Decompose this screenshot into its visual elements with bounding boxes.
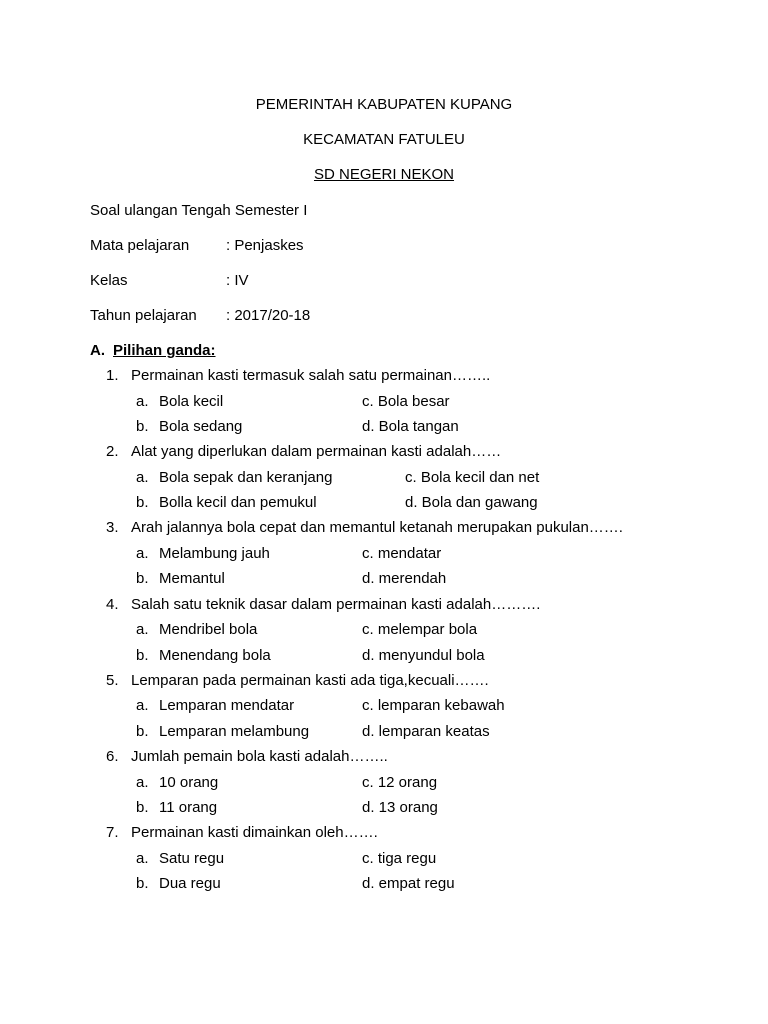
option-c: c. mendatar <box>362 544 442 562</box>
option-a-letter: a. <box>136 849 149 867</box>
option-a: Melambung jauh <box>159 544 270 562</box>
option-b-letter: b. <box>136 646 149 664</box>
option-b: Memantul <box>159 570 225 588</box>
class-value: : IV <box>226 272 249 289</box>
subject-value: : Penjaskes <box>226 237 304 254</box>
option-b-letter: b. <box>136 722 149 740</box>
question-text: Salah satu teknik dasar dalam permainan kasti adalah………. <box>131 595 541 613</box>
header-district: KECAMATAN FATULEU <box>303 131 465 148</box>
option-b: Menendang bola <box>159 646 271 664</box>
option-a: 10 orang <box>159 773 219 791</box>
option-d: d. Bola dan gawang <box>405 494 538 512</box>
option-b-letter: b. <box>136 494 149 512</box>
option-a-letter: a. <box>136 544 149 562</box>
header-government: PEMERINTAH KABUPATEN KUPANG <box>255 96 513 113</box>
option-b: Lemparan melambung <box>159 722 310 740</box>
question-number: 4. <box>106 595 119 613</box>
question-text: Jumlah pemain bola kasti adalah…….. <box>131 748 388 765</box>
class-label: Kelas <box>90 272 128 289</box>
option-a-letter: a. <box>136 392 149 410</box>
question-text: Alat yang diperlukan dalam permainan kasti adalah…… <box>131 443 502 461</box>
option-c: c. lemparan kebawah <box>362 697 505 715</box>
option-b: Bola sedang <box>159 418 243 435</box>
option-d: d. empat regu <box>362 875 455 893</box>
question-text: Permainan kasti dimainkan oleh……. <box>131 824 378 842</box>
header-school: SD NEGERI NEKON <box>313 166 455 183</box>
option-b: Bolla kecil dan pemukul <box>159 494 317 512</box>
question-number: 5. <box>106 671 119 689</box>
question-number: 1. <box>106 367 119 384</box>
option-b-letter: b. <box>136 418 149 435</box>
option-a-letter: a. <box>136 773 149 791</box>
option-b-letter: b. <box>136 799 149 816</box>
question-text: Permainan kasti termasuk salah satu permainan…….. <box>131 367 491 384</box>
year-value: : 2017/20-18 <box>226 307 311 324</box>
option-c: c. Bola kecil dan net <box>405 468 540 486</box>
question-text: Lemparan pada permainan kasti ada tiga,kecuali……. <box>131 671 489 689</box>
question-number: 6. <box>106 748 119 765</box>
option-d: d. menyundul bola <box>362 646 485 664</box>
option-b-letter: b. <box>136 570 149 588</box>
option-a-letter: a. <box>136 697 149 715</box>
option-d: d. lemparan keatas <box>362 722 490 740</box>
question-text: Arah jalannya bola cepat dan memantul ketanah merupakan pukulan……. <box>131 519 623 537</box>
option-a-letter: a. <box>136 468 149 486</box>
option-b-letter: b. <box>136 875 149 893</box>
question-number: 2. <box>106 443 119 461</box>
question-number: 3. <box>106 519 119 537</box>
subject-label: Mata pelajaran <box>90 237 190 254</box>
option-c: c. tiga regu <box>362 849 437 867</box>
section-title: Pilihan ganda: <box>113 342 216 359</box>
option-c: c. Bola besar <box>362 392 450 410</box>
year-label: Tahun pelajaran <box>90 307 197 324</box>
section-letter: A. <box>90 342 105 359</box>
option-b: 11 orang <box>159 799 218 816</box>
option-a: Lemparan mendatar <box>159 697 295 715</box>
option-c: c. melempar bola <box>362 621 478 639</box>
option-a-letter: a. <box>136 621 149 639</box>
option-a: Satu regu <box>159 849 225 867</box>
option-d: d. merendah <box>362 570 447 588</box>
option-a: Mendribel bola <box>159 621 258 639</box>
option-d: d. Bola tangan <box>362 418 459 435</box>
option-a: Bola sepak dan keranjang <box>159 468 333 486</box>
option-b: Dua regu <box>159 875 221 893</box>
exam-title: Soal ulangan Tengah Semester I <box>90 202 308 219</box>
option-a: Bola kecil <box>159 392 224 410</box>
question-number: 7. <box>106 824 119 842</box>
option-d: d. 13 orang <box>362 799 438 816</box>
option-c: c. 12 orang <box>362 773 438 791</box>
